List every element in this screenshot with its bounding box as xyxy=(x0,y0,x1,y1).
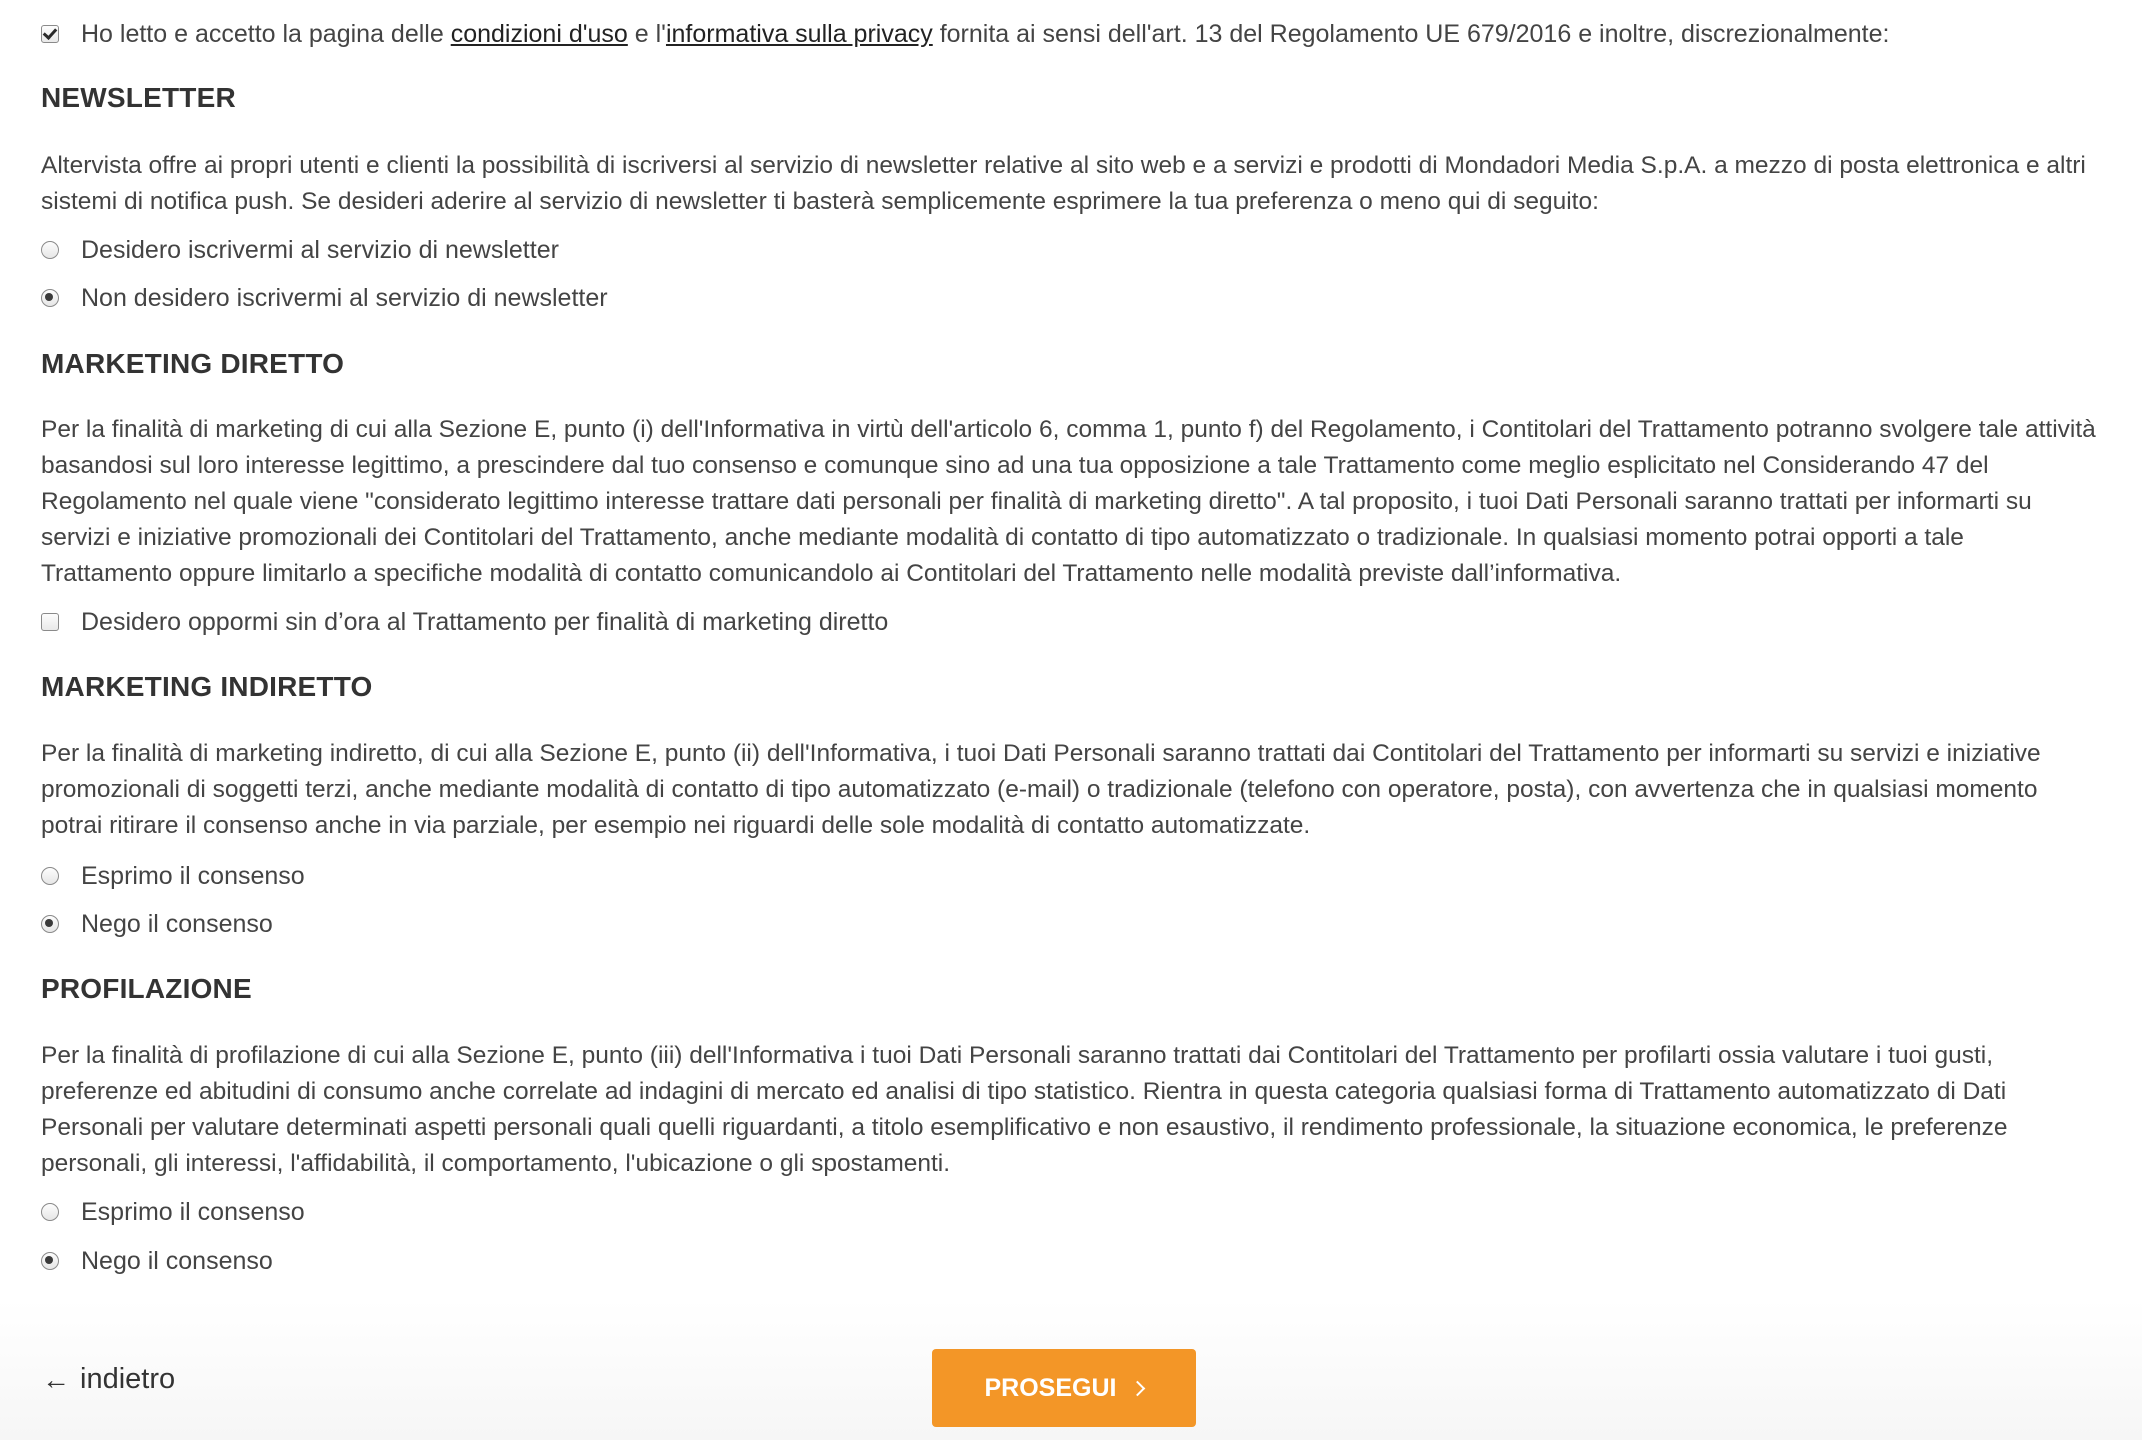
continue-button[interactable] xyxy=(932,1349,1196,1427)
profiling-no-radio[interactable] xyxy=(41,1252,59,1270)
direct-marketing-optout-label[interactable]: Desidero oppormi sin d’ora al Trattamento per finalità di marketing diretto xyxy=(81,608,889,636)
direct-marketing-description: Per la finalità di marketing di cui alla Sezione E, punto (i) dell'Informativa in virtù dell'articolo 6, comma 1, punto f) del Regolamento, i Contitolari del Trattamento potranno svolgere tale attività basandosi sul loro interesse legittimo, a prescindere dal tuo consenso e comunque sino ad una tua opposizione a tale Trattamento come meglio esplicitato nel Considerando 47 del Regolamento nel quale viene "considerato legittimo interesse trattare dati personali per finalità di marketing diretto". A tal proposito, i tuoi Dati Personali saranno trattati per informarti su servizi e iniziative promozionali dei Contitolari del Trattamento, anche mediante modalità di contatto di tipo automatizzato o tradizionale. In qualsiasi momento potrai opporti a tale Trattamento oppure limitarlo a specifiche modalità di contatto comunicandolo ai Contitolari del Trattamento nelle modalità previste dall’informativa. xyxy=(41,416,2096,587)
terms-suffix-text: fornita ai sensi dell'art. 13 del Regolamento UE 679/2016 e inoltre, discrezionalmente: xyxy=(939,20,1890,48)
indirect-marketing-no-radio[interactable] xyxy=(41,915,59,933)
indirect-marketing-option-no[interactable] xyxy=(41,907,273,941)
profiling-no-label[interactable]: Nego il consenso xyxy=(81,1247,273,1275)
newsletter-no-radio[interactable] xyxy=(41,289,59,307)
indirect-marketing-yes-label[interactable]: Esprimo il consenso xyxy=(81,862,305,890)
profiling-yes-radio[interactable] xyxy=(41,1203,59,1221)
privacy-policy-link[interactable]: informativa sulla privacy xyxy=(665,20,933,48)
terms-consent-row xyxy=(41,17,1889,51)
direct-marketing-title: MARKETING DIRETTO xyxy=(41,348,345,379)
profiling-title: PROFILAZIONE xyxy=(41,973,252,1004)
terms-prefix-text: Ho letto e accetto la pagina delle xyxy=(81,20,444,48)
profiling-option-yes[interactable] xyxy=(41,1195,305,1229)
newsletter-option-yes[interactable] xyxy=(41,233,559,267)
newsletter-title: NEWSLETTER xyxy=(41,82,236,113)
direct-marketing-optout-checkbox[interactable] xyxy=(41,613,59,631)
indirect-marketing-option-yes[interactable] xyxy=(41,859,305,893)
newsletter-no-label[interactable]: Non desidero iscrivermi al servizio di newsletter xyxy=(81,284,608,312)
terms-consent-checkbox[interactable] xyxy=(41,25,59,43)
profiling-yes-label[interactable]: Esprimo il consenso xyxy=(81,1198,305,1226)
chevron-right-icon xyxy=(1130,1380,1146,1396)
newsletter-option-no[interactable] xyxy=(41,281,608,315)
profiling-description: Per la finalità di profilazione di cui alla Sezione E, punto (iii) dell'Informativa i tuoi Dati Personali saranno trattati dai Contitolari del Trattamento per profilarti ossia valutare i tuoi gusti, preferenze ed abitudini di consumo anche correlate ad indagini di mercato ed analisi di tipo statistico. Rientra in questa categoria qualsiasi forma di Trattamento automatizzato di Dati Personali per valutare determinati aspetti personali quali quelli riguardanti, a titolo esemplificativo e non esaustivo, il rendimento professionale, la situazione economica, le preferenze personali, gli interessi, l'affidabilità, il comportamento, l'ubicazione o gli spostamenti. xyxy=(41,1042,2008,1177)
newsletter-description: Altervista offre ai propri utenti e clienti la possibilità di iscriversi al servizio di newsletter relative al sito web e a servizi e prodotti di Mondadori Media S.p.A. a mezzo di posta elettronica e altri sistemi di notifica push. Se desideri aderire al servizio di newsletter ti basterà semplicemente esprimere la tua preferenza o meno qui di seguito: xyxy=(41,152,2086,215)
terms-of-use-link[interactable]: condizioni d'uso xyxy=(450,20,628,48)
indirect-marketing-description: Per la finalità di marketing indiretto, di cui alla Sezione E, punto (ii) dell'Informativa, i tuoi Dati Personali saranno trattati dai Contitolari del Trattamento per informarti su servizi e iniziative promozionali di soggetti terzi, anche mediante modalità di contatto di tipo automatizzato (e-mail) o tradizionale (telefono con operatore, posta), con avvertenza che in qualsiasi momento potrai ritirare il consenso anche in via parziale, per esempio nei riguardi delle sole modalità di contatto automatizzate. xyxy=(41,740,2041,839)
terms-mid-text: e l' xyxy=(634,20,666,48)
terms-consent-label xyxy=(81,17,1889,51)
newsletter-yes-radio[interactable] xyxy=(41,241,59,259)
newsletter-yes-label[interactable]: Desidero iscrivermi al servizio di newsletter xyxy=(81,236,559,264)
direct-marketing-optout-row[interactable] xyxy=(41,605,888,639)
profiling-option-no[interactable] xyxy=(41,1244,273,1278)
continue-label: PROSEGUI xyxy=(984,1373,1117,1402)
indirect-marketing-title: MARKETING INDIRETTO xyxy=(41,671,373,702)
arrow-left-icon: ← xyxy=(42,1363,70,1395)
back-label[interactable]: indietro xyxy=(80,1363,176,1395)
back-link[interactable] xyxy=(42,1363,175,1396)
indirect-marketing-yes-radio[interactable] xyxy=(41,867,59,885)
indirect-marketing-no-label[interactable]: Nego il consenso xyxy=(81,910,273,938)
